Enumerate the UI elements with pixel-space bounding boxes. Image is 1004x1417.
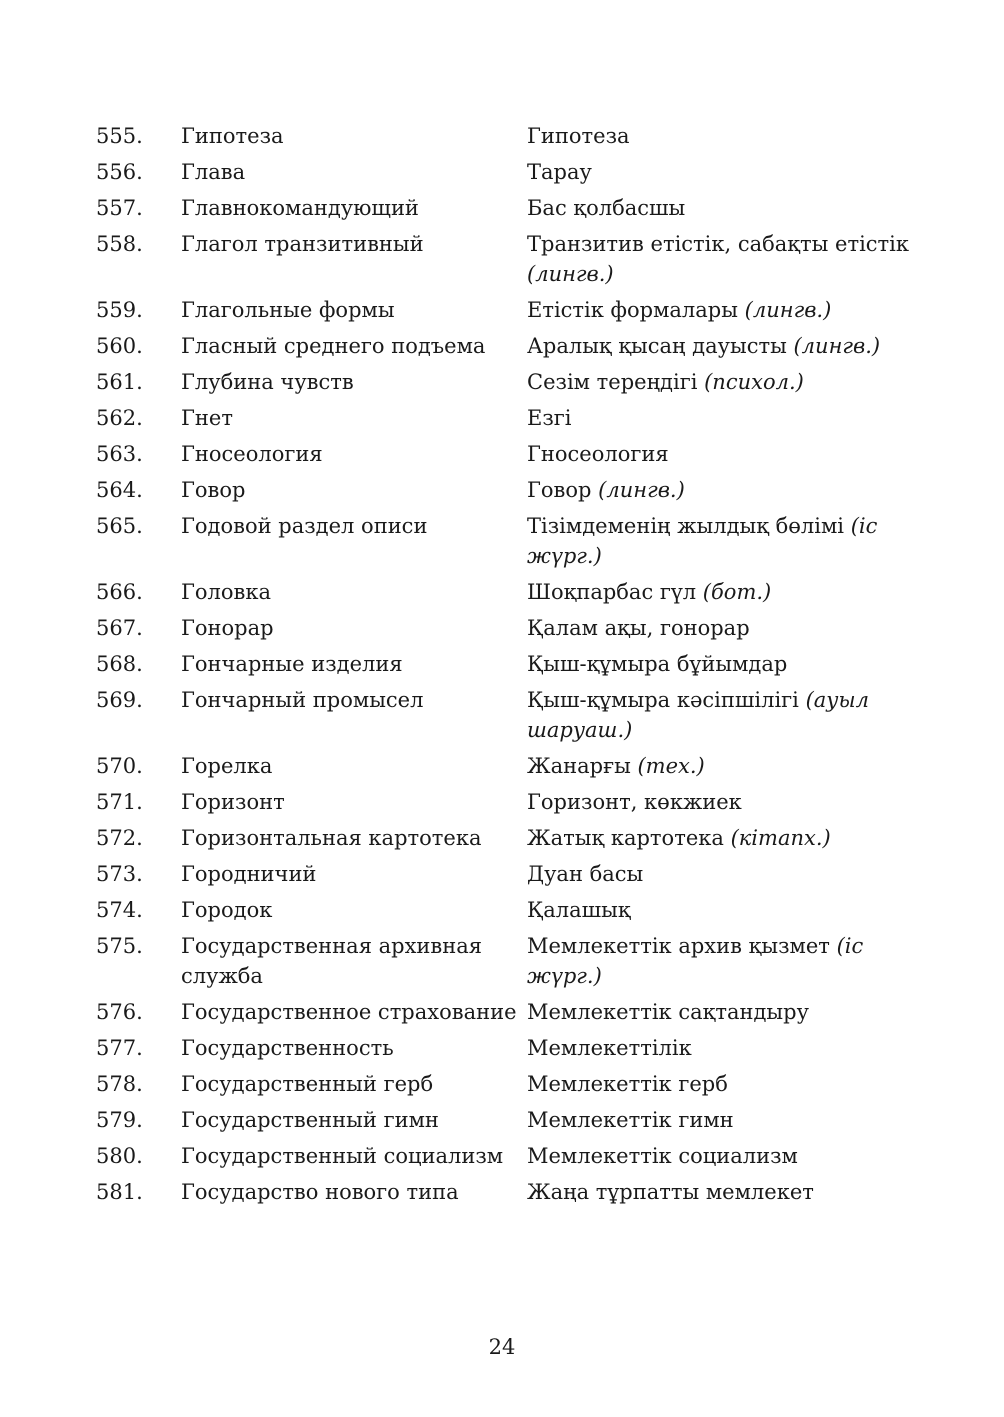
entry-number: 555. [96,124,143,148]
entry-number: 574. [96,898,143,922]
kazakh-term: Бас қолбасшы [527,196,686,220]
entry-number: 556. [96,160,143,184]
entry-row [96,295,916,331]
entry-row [96,685,916,751]
russian-term: Государственный социализм [181,1144,504,1168]
entry-number: 580. [96,1144,143,1168]
russian-term: Гончарные изделия [181,652,403,676]
entry-row [96,895,916,931]
domain-note: (лингв.) [598,478,685,502]
entry-number: 566. [96,580,143,604]
entry-number: 561. [96,370,143,394]
entry-number: 573. [96,862,143,886]
kazakh-term: Аралық қысаң дауысты [527,334,787,358]
entry-number: 560. [96,334,143,358]
kazakh-term: Сезім тереңдігі [527,370,698,394]
entry-row [96,823,916,859]
kazakh-translation [527,577,916,607]
entry-number: 577. [96,1036,143,1060]
entry-row [96,787,916,823]
kazakh-translation [527,1105,916,1135]
kazakh-translation [527,295,916,325]
entry-row [96,931,916,997]
entry-row [96,1069,916,1105]
kazakh-term: Гносеология [527,442,669,466]
kazakh-translation [527,685,916,745]
kazakh-translation [527,1033,916,1063]
russian-term: Глубина чувств [181,370,354,394]
kazakh-translation [527,439,916,469]
entry-row [96,121,916,157]
russian-term: Гонорар [181,616,274,640]
domain-note: (іс жүрг.) [527,514,878,568]
entry-row [96,859,916,895]
russian-term: Горизонт [181,790,285,814]
entry-number: 576. [96,1000,143,1024]
russian-term: Говор [181,478,246,502]
kazakh-term: Жанарғы [527,754,631,778]
russian-term: Главнокомандующий [181,196,419,220]
kazakh-term: Транзитив етістік, сабақты етістік [527,232,910,256]
russian-term: Гносеология [181,442,323,466]
kazakh-term: Мемлекеттік архив қызмет [527,934,830,958]
kazakh-translation [527,613,916,643]
page-number: 24 [488,1335,516,1359]
kazakh-translation [527,229,916,289]
domain-note: (ауыл шаруаш.) [527,688,869,742]
entry-row [96,1141,916,1177]
kazakh-term: Жатық картотека [527,826,724,850]
domain-note: (кітапх.) [730,826,831,850]
entry-row [96,403,916,439]
entry-row [96,751,916,787]
russian-term: Государственный гимн [181,1108,439,1132]
kazakh-translation [527,997,916,1027]
kazakh-term: Мемлекеттілік [527,1036,692,1060]
kazakh-term: Дуан басы [527,862,644,886]
entry-number: 557. [96,196,143,220]
russian-term: Государство нового типа [181,1180,459,1204]
kazakh-translation [527,1069,916,1099]
entry-row [96,613,916,649]
kazakh-translation [527,751,916,781]
entry-row [96,1105,916,1141]
entry-row [96,475,916,511]
kazakh-term: Мемлекеттік герб [527,1072,728,1096]
kazakh-term: Мемлекеттік гимн [527,1108,734,1132]
kazakh-term: Тізімдеменің жылдық бөлімі [527,514,845,538]
russian-term: Гончарный промысел [181,688,424,712]
kazakh-term: Мемлекеттік сақтандыру [527,1000,809,1024]
entry-number: 564. [96,478,143,502]
russian-term: Годовой раздел описи [181,514,428,538]
kazakh-translation [527,859,916,889]
entry-number: 567. [96,616,143,640]
domain-note: (іс жүрг.) [527,934,864,988]
kazakh-term: Говор [527,478,592,502]
russian-term: Городничий [181,862,317,886]
russian-term: Государственное страхование [181,1000,517,1024]
kazakh-term: Жаңа тұрпатты мемлекет [527,1180,814,1204]
entry-number: 575. [96,934,143,958]
kazakh-term: Қыш-құмыра бұйымдар [527,652,788,676]
russian-term: Гласный среднего подъема [181,334,486,358]
kazakh-term: Қалашық [527,898,631,922]
entry-number: 572. [96,826,143,850]
russian-term: Городок [181,898,273,922]
entry-number: 578. [96,1072,143,1096]
russian-term: Государственная архивная служба [181,934,483,988]
russian-term: Глагол транзитивный [181,232,424,256]
kazakh-translation [527,1177,916,1207]
kazakh-term: Тарау [527,160,592,184]
kazakh-term: Етістік формалары [527,298,738,322]
kazakh-term: Мемлекеттік социализм [527,1144,798,1168]
domain-note: (лингв.) [793,334,881,358]
kazakh-translation [527,787,916,817]
domain-note: (тех.) [637,754,705,778]
kazakh-translation [527,511,916,571]
kazakh-translation [527,649,916,679]
entry-number: 563. [96,442,143,466]
entry-number: 568. [96,652,143,676]
russian-term: Глава [181,160,246,184]
entry-number: 581. [96,1180,143,1204]
kazakh-term: Горизонт, көкжиек [527,790,742,814]
kazakh-term: Шоқпарбас гүл [527,580,697,604]
kazakh-translation [527,895,916,925]
russian-term: Горелка [181,754,273,778]
kazakh-translation [527,931,916,991]
domain-note: (лингв.) [527,262,614,286]
domain-note: (лингв.) [744,298,832,322]
kazakh-translation [527,403,916,433]
entry-number: 569. [96,688,143,712]
entry-row [96,367,916,403]
kazakh-translation [527,121,916,151]
entry-row [96,193,916,229]
entry-number: 570. [96,754,143,778]
kazakh-term: Қыш-құмыра кәсіпшілігі [527,688,799,712]
kazakh-term: Гипотеза [527,124,630,148]
kazakh-translation [527,1141,916,1171]
entry-row [96,157,916,193]
russian-term: Глагольные формы [181,298,395,322]
russian-term: Горизонтальная картотека [181,826,482,850]
russian-term: Головка [181,580,271,604]
domain-note: (психол.) [704,370,804,394]
kazakh-translation [527,823,916,853]
entry-row [96,577,916,613]
entry-list [96,121,916,1213]
entry-row [96,229,916,295]
entry-row [96,1177,916,1213]
entry-row [96,511,916,577]
russian-term: Гипотеза [181,124,284,148]
russian-term: Государственный герб [181,1072,434,1096]
kazakh-translation [527,367,916,397]
kazakh-term: Езгі [527,406,572,430]
kazakh-term: Қалам ақы, гонорар [527,616,750,640]
entry-row [96,439,916,475]
kazakh-translation [527,331,916,361]
entry-number: 559. [96,298,143,322]
entry-number: 579. [96,1108,143,1132]
entry-row [96,331,916,367]
entry-row [96,649,916,685]
entry-number: 562. [96,406,143,430]
entry-row [96,997,916,1033]
domain-note: (бот.) [702,580,772,604]
russian-term: Государственность [181,1036,394,1060]
kazakh-translation [527,475,916,505]
entry-row [96,1033,916,1069]
entry-number: 571. [96,790,143,814]
entry-number: 558. [96,232,143,256]
russian-term: Гнет [181,406,233,430]
kazakh-translation [527,157,916,187]
kazakh-translation [527,193,916,223]
entry-number: 565. [96,514,143,538]
